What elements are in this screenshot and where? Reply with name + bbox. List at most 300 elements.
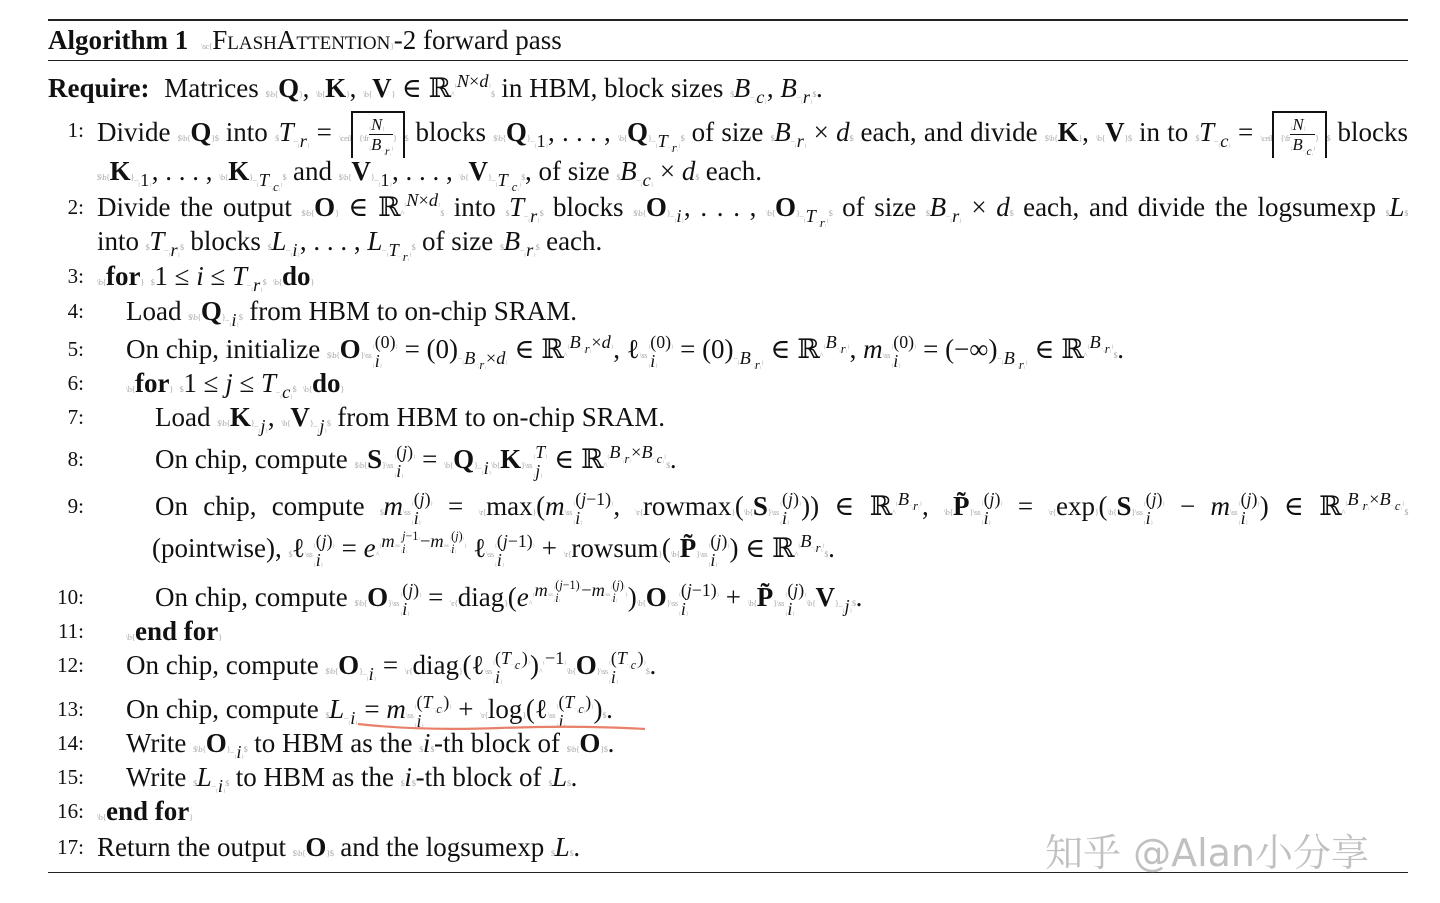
math-fragment: d: [428, 190, 439, 210]
math-fragment: B: [464, 348, 476, 369]
markup-mark: {: [347, 720, 351, 727]
markup-mark: }: [484, 366, 486, 371]
math-fragment: r: [530, 206, 538, 227]
math-fragment: {O}: [310, 192, 339, 222]
math-fragment: i: [413, 507, 419, 528]
markup-mark: {: [454, 599, 458, 608]
markup-mark: _: [799, 209, 804, 218]
markup-mark: \b: [618, 133, 624, 143]
markup-mark: $: [193, 779, 197, 788]
math-fragment: i: [196, 261, 204, 291]
line-text: Divide $\b{Q}$ into $\$T\__{\{r\}}$ = \ceil {\fr $\frac{\{N\}}{\{B\__{\{r\}}\}}$ } $ blocks $\$\backslash b\{Q\}\__{\{1\}}$, . . . , $\backslash b\{Q\}\__{\{T\__{\{r\}}\}}\$$ of size $\$B\__{\{r\}}$ × d$ each, and divide $\b{K}, \b{V}$ in to $\$T\__{\{c\}}$ = \ceil {\fr $\frac{\{N\}}{\{B\__{\{c\}}\}}$ } $ blocks: [97, 111, 1408, 149]
markup-mark: $: [379, 508, 384, 517]
markup-mark: {: [102, 278, 106, 287]
markup-mark: }: [1078, 133, 1083, 143]
markup-mark: }: [658, 550, 662, 559]
markup-mark: _: [510, 660, 514, 667]
markup-mark: \b: [219, 173, 225, 182]
markup-mark: {: [403, 202, 407, 208]
markup-mark: {: [647, 362, 651, 369]
markup-mark: {: [1112, 508, 1117, 517]
markup-mark: {: [708, 561, 711, 568]
markup-mark: {: [393, 454, 397, 461]
math-fragment: B: [609, 442, 621, 462]
markup-mark: {: [676, 550, 680, 559]
markup-mark: }: [1111, 344, 1114, 350]
markup-mark: ^: [375, 550, 379, 559]
math-fragment: T: [149, 226, 165, 256]
markup-mark: }: [1000, 501, 1003, 508]
markup-mark: }: [355, 720, 358, 727]
markup-mark: {: [608, 678, 611, 685]
markup-mark: {: [378, 543, 382, 549]
math-fragment: N: [406, 190, 419, 210]
math-fragment: {end for}: [131, 616, 222, 646]
markup-mark: {: [434, 709, 437, 714]
markup-mark: $: [225, 779, 229, 788]
markup-mark: {: [310, 209, 315, 218]
markup-mark: _: [374, 173, 379, 182]
markup-mark: {: [779, 519, 783, 526]
markup-mark: _: [636, 173, 641, 182]
math-fragment: {Q}: [186, 116, 215, 147]
line-number: 7:: [67, 405, 84, 429]
markup-mark: {: [401, 258, 403, 263]
math-fragment: {end for}: [102, 796, 193, 826]
markup-mark: {: [642, 599, 646, 608]
markup-mark: _: [580, 344, 584, 350]
math-fragment: c: [1394, 498, 1401, 513]
math-fragment: r: [754, 358, 760, 373]
markup-mark: }: [390, 42, 394, 51]
markup-mark: \r: [480, 711, 485, 720]
math-fragment: {j−1}: [400, 529, 420, 544]
markup-mark: $: [267, 243, 272, 252]
markup-mark: {: [411, 501, 414, 508]
markup-mark: }: [454, 549, 457, 554]
markup-mark: }: [407, 610, 410, 617]
markup-mark: {: [629, 665, 631, 670]
markup-mark: $: [602, 711, 607, 720]
markup-mark: {: [981, 519, 984, 526]
math-fragment: {K}: [1054, 116, 1083, 147]
markup-mark: }: [299, 90, 303, 99]
markup-mark: {: [639, 508, 643, 517]
markup-mark: _: [458, 351, 462, 360]
markup-mark: {: [400, 549, 403, 554]
markup-mark: $: [419, 745, 423, 754]
markup-mark: \b: [459, 173, 465, 182]
math-fragment: i: [350, 708, 356, 729]
markup-mark: ^: [563, 351, 568, 360]
math-fragment: {V}: [368, 73, 396, 103]
math-fragment: {rowsum}: [567, 533, 662, 563]
markup-mark: }: [918, 506, 920, 511]
markup-mark: }: [596, 667, 601, 676]
line-number: 10:: [57, 585, 84, 609]
markup-mark: }: [685, 610, 689, 617]
math-fragment: i: [315, 549, 321, 570]
markup-mark: {: [576, 709, 579, 714]
math-fragment: c: [282, 382, 291, 403]
markup-mark: \fr: [362, 133, 369, 143]
markup-mark: $: [411, 779, 416, 788]
markup-mark: \r: [478, 508, 483, 517]
markup-mark: }: [1400, 506, 1402, 511]
math-fragment: c: [642, 170, 651, 191]
markup-mark: {: [1052, 508, 1057, 517]
line-number: 12:: [57, 653, 84, 677]
markup-mark: {: [610, 598, 613, 603]
markup-mark: \ss: [604, 592, 610, 598]
markup-mark: }: [845, 349, 848, 354]
math-fragment: {V}: [347, 156, 375, 186]
math-fragment: T: [278, 116, 294, 147]
markup-mark: $: [770, 133, 775, 143]
markup-mark: $: [1009, 209, 1014, 218]
math-fragment: m: [534, 580, 548, 600]
markup-mark: \b: [570, 745, 576, 754]
markup-mark: }: [1162, 501, 1165, 508]
math-fragment: i: [231, 310, 237, 331]
markup-mark: }: [310, 278, 315, 287]
math-fragment: {Q}: [502, 116, 531, 147]
markup-mark: }: [527, 660, 531, 667]
markup-mark: {: [949, 218, 953, 225]
markup-mark: \ss: [670, 599, 678, 608]
markup-mark: ^: [400, 209, 404, 218]
markup-mark: {: [386, 252, 389, 259]
markup-mark: {: [556, 722, 559, 729]
markup-mark: }: [847, 344, 850, 350]
math-fragment: i: [404, 762, 412, 792]
math-fragment: i: [893, 350, 899, 371]
math-fragment: i: [236, 742, 242, 763]
markup-mark: {: [449, 549, 452, 554]
markup-mark: }: [696, 550, 700, 559]
markup-mark: \ss: [364, 351, 372, 360]
math-fragment: {P̃}: [949, 491, 973, 521]
markup-mark: $: [1113, 351, 1118, 360]
markup-mark: {: [842, 608, 845, 615]
line-text: Divide the output $\b{O} ∈ ℝ^$^{\{N\times d\}}$\$ into $\$T\__{\{r\}}\$$ blocks $\$\backslash b\{O\}\__{\{i\}}$, . . . , $\backslash b\{O\}\__{\{T\__{\{r\}}\}}\$$ of size $\$B\__{\{r\}}$ × d$ each, and divide the logsumexp $L$: [97, 190, 1409, 231]
markup-mark: \ss: [305, 550, 313, 559]
markup-mark: \b: [1048, 133, 1055, 143]
markup-mark: $: [499, 243, 504, 252]
markup-mark: \b: [305, 209, 311, 218]
markup-mark: }: [537, 218, 540, 225]
math-fragment: {log}: [484, 694, 526, 724]
markup-mark: {: [640, 182, 643, 189]
line-text: Write $\$\backslash b\{O\}\__{\{i\}}\$$ to HBM as the $i$-th block of $\b{O}$.: [126, 728, 615, 763]
markup-mark: }: [1228, 143, 1231, 150]
markup-mark: $: [326, 351, 331, 360]
markup-mark: }: [1150, 519, 1153, 526]
markup-mark: $: [1385, 209, 1390, 218]
markup-mark: {: [313, 561, 316, 568]
markup-mark: {: [553, 586, 556, 591]
math-fragment: m: [545, 491, 565, 521]
markup-mark: $: [238, 313, 243, 322]
markup-mark: $: [440, 209, 445, 218]
line-number: 9:: [67, 494, 84, 518]
math-fragment: d: [836, 116, 850, 147]
markup-mark: _: [909, 501, 912, 507]
math-fragment: i: [495, 666, 500, 687]
markup-mark: }: [500, 678, 503, 685]
markup-mark: {: [224, 173, 229, 182]
markup-mark: {: [811, 599, 816, 608]
markup-mark: }: [405, 549, 408, 554]
markup-mark: \b: [100, 173, 107, 182]
math-fragment: {Q}: [197, 296, 226, 326]
markup-mark: _: [252, 173, 257, 182]
math-fragment: $\{(T\__{\{c\}})\}$: [608, 648, 646, 672]
markup-mark: _: [574, 704, 577, 711]
markup-mark: _: [620, 454, 623, 460]
markup-mark: {: [278, 278, 283, 287]
markup-mark: {: [523, 252, 527, 259]
line-number: 2:: [67, 195, 84, 219]
markup-mark: $: [567, 779, 571, 788]
markup-mark: }: [517, 188, 519, 193]
math-fragment: {1}: [378, 170, 392, 191]
markup-mark: }: [504, 599, 508, 608]
markup-mark: {: [1344, 501, 1348, 507]
require-label: Require:: [48, 73, 150, 103]
markup-mark: _: [1214, 133, 1218, 143]
markup-mark: }: [558, 598, 561, 603]
math-fragment: {(j−1)}: [572, 489, 614, 510]
math-fragment: {1}: [137, 170, 152, 191]
markup-mark: {: [400, 537, 403, 542]
markup-mark: \b: [97, 813, 103, 822]
markup-mark: $: [292, 385, 297, 394]
markup-mark: \b: [444, 461, 450, 470]
markup-mark: }: [615, 678, 619, 685]
markup-mark: \b: [670, 550, 677, 559]
math-fragment: {K}: [496, 444, 525, 474]
markup-mark: }: [1401, 501, 1405, 507]
markup-mark: {: [575, 745, 580, 754]
markup-mark: {: [1001, 360, 1004, 367]
math-fragment: r: [402, 250, 408, 265]
markup-mark: }: [419, 592, 422, 599]
line-number: 4:: [67, 299, 84, 323]
math-fragment: {V}: [464, 156, 492, 186]
markup-mark: $: [288, 550, 293, 559]
markup-mark: _: [362, 667, 367, 676]
markup-mark: $: [535, 243, 540, 252]
markup-mark: \b: [358, 461, 364, 470]
math-fragment: {−1}: [542, 648, 567, 668]
markup-mark: }: [169, 385, 173, 394]
math-fragment: {B_{r}×d}: [461, 348, 508, 373]
markup-mark: ^: [794, 550, 798, 559]
markup-mark: }: [373, 676, 377, 683]
markup-mark: $: [243, 745, 248, 754]
markup-mark: {: [131, 633, 135, 642]
markup-mark: $: [633, 209, 637, 218]
markup-mark: {: [336, 351, 340, 360]
markup-mark: {: [229, 322, 232, 329]
markup-mark: {: [297, 143, 300, 150]
markup-mark: }: [1312, 147, 1316, 153]
line-text: \b{for} $1 ≤ $i \le T\__{\{r\}}\$$ \b{do}: [97, 261, 315, 296]
markup-mark: }: [773, 599, 777, 608]
markup-mark: $: [301, 209, 306, 218]
math-fragment: T: [258, 170, 269, 191]
math-fragment: r: [1104, 341, 1110, 356]
markup-mark: \b: [303, 385, 309, 394]
markup-mark: {: [678, 610, 681, 617]
markup-mark: ^: [528, 599, 533, 608]
math-fragment: {B_{r}×B_{c}}: [1344, 489, 1405, 513]
math-fragment: {N×d}: [403, 190, 441, 210]
markup-mark: }: [278, 188, 281, 193]
math-fragment: i: [983, 507, 989, 528]
math-fragment: i: [483, 458, 489, 479]
markup-mark: {: [202, 745, 206, 754]
markup-mark: _: [652, 454, 656, 460]
markup-mark: _: [946, 209, 950, 218]
math-fragment: i: [787, 598, 793, 619]
markup-mark: {: [215, 788, 218, 795]
markup-mark: {: [771, 209, 776, 218]
math-fragment: r: [819, 216, 825, 231]
markup-mark: _: [790, 133, 795, 143]
math-fragment: {for}: [102, 261, 144, 291]
markup-mark: {: [1103, 349, 1105, 354]
math-fragment: T: [388, 240, 399, 261]
markup-mark: \ss: [1229, 508, 1238, 517]
math-fragment: r: [624, 451, 630, 466]
markup-mark: {: [286, 419, 291, 428]
markup-mark: {: [622, 459, 625, 464]
math-fragment: T: [564, 692, 575, 713]
math-fragment: B: [641, 442, 653, 462]
line-text: Return the output $\b{O}$ and the logsumexp $L$.: [97, 832, 581, 862]
markup-mark: }: [1311, 151, 1313, 156]
markup-mark: {: [409, 667, 413, 676]
markup-mark: \b: [329, 667, 335, 676]
math-fragment: {O}: [642, 582, 671, 612]
markup-mark: _: [838, 599, 843, 608]
markup-mark: \b: [743, 508, 750, 517]
math-fragment: {(j)}: [393, 442, 416, 463]
markup-mark: \ss: [639, 351, 647, 360]
math-fragment: j: [419, 489, 425, 510]
markup-mark: }: [382, 461, 386, 470]
markup-mark: }: [388, 599, 392, 608]
markup-mark: }: [1303, 127, 1306, 132]
markup-mark: }: [149, 182, 152, 189]
markup-mark: _: [836, 344, 840, 350]
markup-mark: }: [218, 633, 222, 642]
markup-mark: }: [540, 472, 543, 479]
markup-mark: }: [1095, 508, 1099, 517]
math-fragment: r: [385, 145, 390, 158]
markup-mark: }: [532, 543, 535, 550]
markup-mark: \b: [943, 508, 950, 517]
markup-mark: {: [256, 182, 259, 189]
math-fragment: i: [496, 549, 502, 570]
markup-mark: {: [532, 472, 536, 479]
markup-mark: {: [572, 501, 576, 508]
markup-mark: $: [180, 243, 184, 252]
markup-mark: \b: [1096, 133, 1102, 143]
math-fragment: {for}: [131, 368, 173, 398]
markup-mark: {: [494, 543, 497, 550]
markup-mark: }: [487, 173, 492, 182]
markup-mark: }: [727, 543, 730, 550]
markup-mark: {: [1087, 344, 1090, 350]
markup-mark: \b: [566, 667, 573, 676]
markup-mark: $: [493, 133, 497, 143]
markup-mark: {: [670, 149, 672, 153]
math-fragment: B: [1379, 489, 1391, 509]
markup-mark: {: [890, 362, 894, 369]
math-fragment: j: [319, 416, 325, 437]
math-fragment: m: [381, 531, 395, 551]
math-fragment: r: [671, 141, 677, 155]
math-fragment: N: [1292, 115, 1304, 134]
math-fragment: B: [371, 135, 382, 155]
math-fragment: L: [329, 694, 345, 724]
math-fragment: {K}: [106, 156, 135, 186]
line-number: 6:: [67, 371, 84, 395]
markup-mark: {: [233, 754, 237, 761]
math-fragment: {O}: [202, 728, 231, 758]
math-fragment: d: [601, 332, 611, 352]
markup-mark: _: [344, 711, 348, 720]
markup-mark: {: [608, 660, 611, 667]
line-number: 5:: [67, 337, 84, 361]
markup-mark: \ss: [385, 461, 393, 470]
markup-mark: {: [358, 133, 363, 143]
math-fragment: L: [551, 762, 567, 792]
markup-mark: $: [551, 849, 555, 858]
markup-mark: }: [306, 143, 310, 150]
markup-mark: \r: [450, 599, 455, 608]
markup-mark: \b: [126, 385, 132, 394]
markup-mark: \b: [806, 599, 812, 608]
math-fragment: {K}: [224, 156, 253, 186]
math-fragment: c: [578, 701, 584, 716]
markup-mark: {: [567, 344, 570, 350]
markup-mark: {: [839, 349, 841, 354]
markup-mark: }: [1257, 501, 1260, 508]
markup-mark: $: [1404, 209, 1409, 218]
markup-mark: $: [400, 779, 405, 788]
math-fragment: B: [897, 489, 910, 509]
markup-mark: }: [409, 252, 412, 259]
markup-mark: }: [520, 665, 522, 670]
markup-mark: }: [532, 508, 537, 517]
math-fragment: B: [620, 156, 637, 186]
math-fragment: {(j)}: [313, 531, 335, 552]
markup-mark: }: [221, 313, 226, 322]
markup-mark: $: [603, 745, 608, 754]
markup-mark: }: [849, 608, 852, 615]
markup-mark: {: [368, 127, 372, 132]
markup-mark: }: [716, 592, 719, 599]
math-fragment: {(j)}: [981, 489, 1003, 510]
markup-mark: {: [534, 143, 537, 150]
math-fragment: {B_{r}×B_{c}}: [606, 442, 667, 466]
markup-mark: $: [566, 745, 571, 754]
markup-mark: {: [271, 188, 274, 193]
